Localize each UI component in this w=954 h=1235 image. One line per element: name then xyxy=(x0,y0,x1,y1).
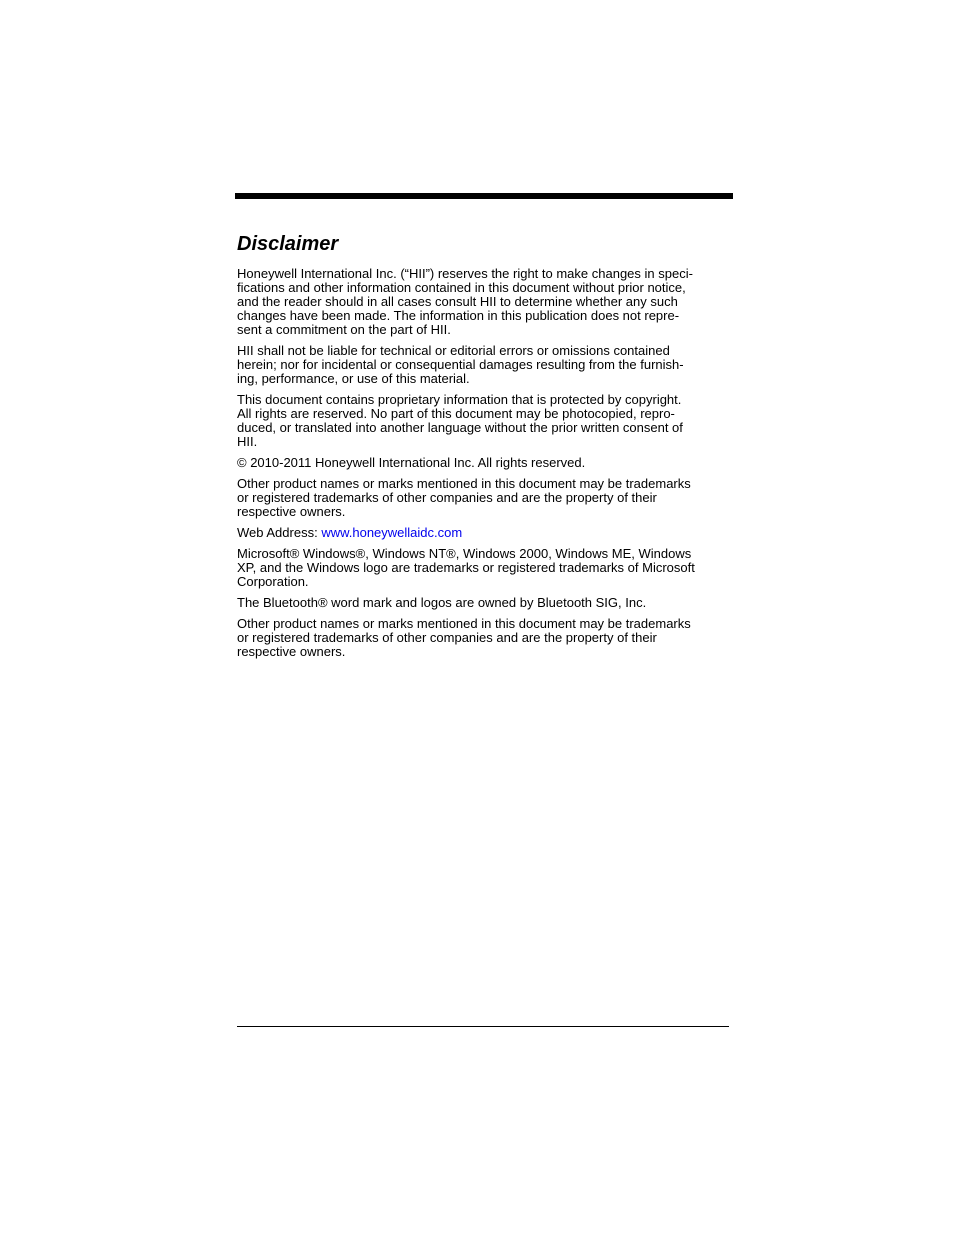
paragraph-web-address xyxy=(237,526,737,540)
text-line xyxy=(237,526,737,540)
text-line: herein; nor for incidental or consequential damages resulting from the furnish- xyxy=(237,357,684,372)
paragraph-trademarks xyxy=(237,477,737,519)
text-line: © 2010-2011 Honeywell International Inc. All rights reserved. xyxy=(237,455,586,470)
text-line: This document contains proprietary information that is protected by copyright. xyxy=(237,392,682,407)
text-line: Honeywell International Inc. (“HII”) reserves the right to make changes in speci- xyxy=(237,266,693,281)
paragraph-copyright-protection xyxy=(237,393,737,449)
text-line: and the reader should in all cases consult HII to determine whether any such xyxy=(237,294,678,309)
page-title: Disclaimer xyxy=(237,233,339,255)
paragraph-bluetooth xyxy=(237,596,737,610)
text-line: XP, and the Windows logo are trademarks or registered trademarks of Microsoft xyxy=(237,560,695,575)
text-line: Other product names or marks mentioned in this document may be trademarks xyxy=(237,616,691,631)
text-line: Other product names or marks mentioned in this document may be trademarks xyxy=(237,476,691,491)
text-line: or registered trademarks of other companies and are the property of their xyxy=(237,630,657,645)
text-line: duced, or translated into another language without the prior written consent of xyxy=(237,420,683,435)
text-line: HII. xyxy=(237,434,258,449)
text-line: All rights are reserved. No part of this document may be photocopied, repro- xyxy=(237,406,675,421)
text-line: sent a commitment on the part of HII. xyxy=(237,322,451,337)
text-line: fications and other information contained in this document without prior notice, xyxy=(237,280,686,295)
paragraph-other-trademarks xyxy=(237,617,737,659)
paragraph-liability xyxy=(237,344,737,386)
disclaimer-body xyxy=(237,267,737,666)
web-address-label: Web Address: xyxy=(237,525,322,540)
paragraph-microsoft-trademarks xyxy=(237,547,737,589)
website-link[interactable]: www.honeywellaidc.com xyxy=(321,525,463,540)
bottom-rule xyxy=(237,1026,729,1027)
text-line: or registered trademarks of other companies and are the property of their xyxy=(237,490,657,505)
text-line: respective owners. xyxy=(237,644,346,659)
paragraph-rights-to-change xyxy=(237,267,737,337)
text-line: respective owners. xyxy=(237,504,346,519)
text-line: changes have been made. The information in this publication does not repre- xyxy=(237,308,680,323)
text-line: The Bluetooth® word mark and logos are owned by Bluetooth SIG, Inc. xyxy=(237,595,647,610)
text-line: HII shall not be liable for technical or editorial errors or omissions contained xyxy=(237,343,670,358)
text-line: ing, performance, or use of this material. xyxy=(237,371,470,386)
text-line: Corporation. xyxy=(237,574,309,589)
text-line: Microsoft® Windows®, Windows NT®, Windows 2000, Windows ME, Windows xyxy=(237,546,692,561)
top-rule xyxy=(235,193,733,199)
paragraph-copyright-notice xyxy=(237,456,737,470)
